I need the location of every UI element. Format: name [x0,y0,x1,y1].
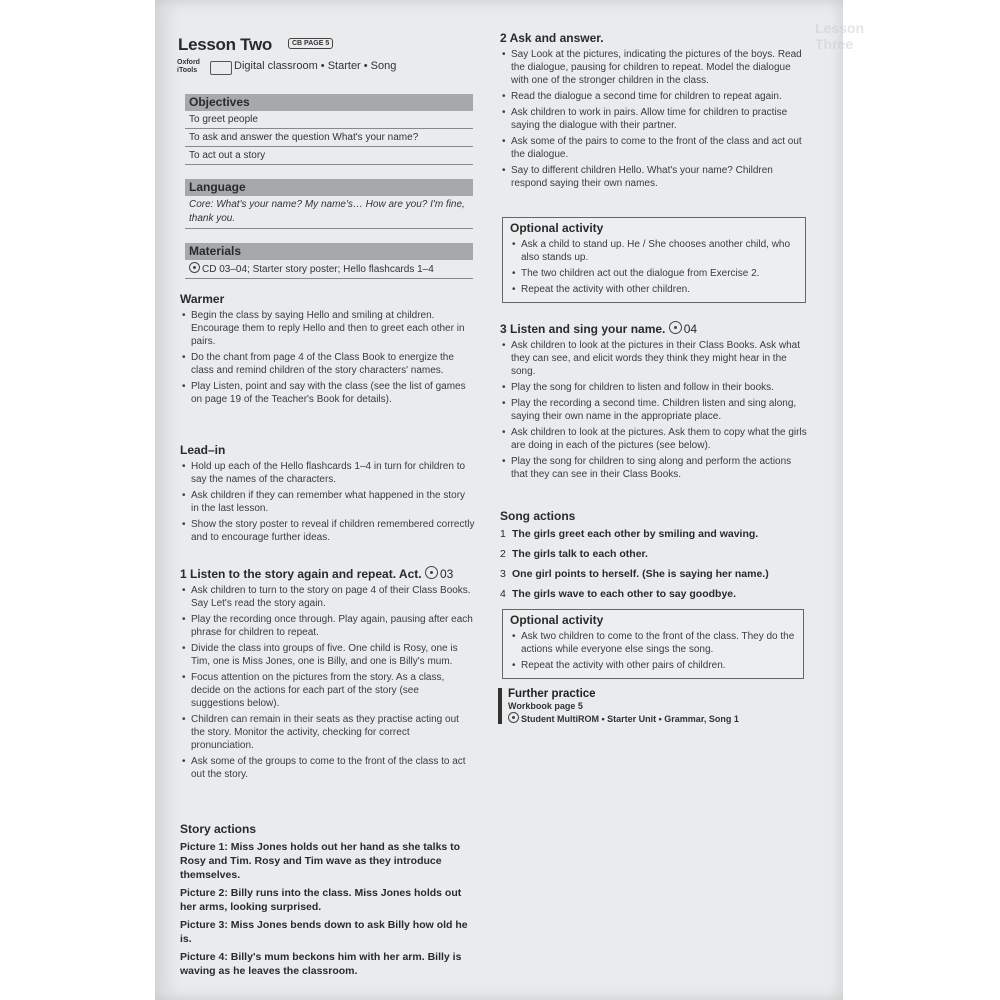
leadin-item: • Ask children if they can remember what happened in the story in the last lesson. [180,489,475,515]
leadin-item: • Show the story poster to reveal if children remembered correctly and to encourage further ideas. [180,518,475,544]
leadin-item: • Hold up each of the Hello flashcards 1–4 in turn for children to say the names of the characters. [180,460,475,486]
materials-box [185,243,473,279]
objectives-heading: Objectives [185,94,473,111]
bleed-through-text: Lesson Three [815,20,865,52]
book-page [155,0,865,1000]
cd-icon [669,321,682,334]
song-action-text: The girls wave to each other to say goodbye. [512,588,737,600]
warmer-item: • Begin the class by saying Hello and smiling at children. Encourage them to reply Hello and then to greet each other in pairs. [180,309,475,348]
exercise1-section [180,566,475,784]
language-box [185,179,473,229]
song-action-number: 1 [500,528,506,540]
cd-icon [189,262,200,273]
exercise2-item: • Ask children to work in pairs. Allow time for children to practise saying the dialogue with their partner. [500,106,810,132]
exercise3-item: • Play the song for children to sing along and perform the actions that they can see in their Class Books. [500,455,810,481]
materials-text-label: CD 03–04; Starter story poster; Hello flashcards 1–4 [202,264,434,275]
warmer-item: • Do the chant from page 4 of the Class Book to energize the class and remind children of the story characters' names. [180,351,475,377]
song-action-number: 2 [500,548,506,560]
song-action-item [500,567,810,581]
song-action-number: 3 [500,568,506,580]
objective-row: To ask and answer the question What's your name? [185,129,473,147]
itools-description: Digital classroom • Starter • Song [234,60,397,72]
further-practice-multirom-text: Student MultiROM • Starter Unit • Grammar, Song 1 [521,714,739,724]
exercise3-heading [500,321,810,336]
objectives-box [185,94,473,165]
warmer-item: • Play Listen, point and say with the class (see the list of games on page 19 of the Teacher's Book for details). [180,380,475,406]
exercise2-item: • Read the dialogue a second time for children to repeat again. [500,90,810,103]
further-practice-multirom [508,712,758,724]
cb-page-badge: CB PAGE 5 [288,38,333,49]
song-action-text: One girl points to herself. (She is saying her name.) [512,568,769,580]
exercise1-item: • Ask children to turn to the story on page 4 of their Class Books. Say Let's read the story again. [180,584,475,610]
exercise1-item: • Play the recording once through. Play again, pausing after each phrase for children to repeat. [180,613,475,639]
language-heading: Language [185,179,473,196]
exercise2-item: • Say Look at the pictures, indicating the pictures of the boys. Read the dialogue, pausing for children to repeat. Model the dialogue with one of the stronger children in the class. [500,48,810,87]
exercise2-section [500,31,810,193]
itools-line [177,59,437,77]
exercise1-heading [180,566,475,581]
story-picture-3: Picture 3: Miss Jones bends down to ask Billy how old he is. [180,919,468,945]
optional-activity-heading: Optional activity [510,613,604,627]
story-picture-1: Picture 1: Miss Jones holds out her hand as she talks to Rosy and Tim. Rosy and Tim wave as they introduce themselves. [180,841,461,881]
screen-icon [210,61,232,75]
itools-logo [177,59,200,75]
optional-activity-item: • The two children act out the dialogue from Exercise 2. [510,267,797,280]
optional-activity-box-1 [502,217,806,303]
song-action-text: The girls greet each other by smiling and waving. [512,528,759,540]
song-actions-section [500,509,810,607]
exercise1-item: • Children can remain in their seats as they practise acting out the story. Monitor the activity, checking for correct pronunciation. [180,713,475,752]
story-actions-section [180,822,480,978]
itools-logo-line1: Oxford [177,59,200,66]
exercise3-item: • Play the recording a second time. Children listen and sing along, saying their own name in the appropriate place. [500,397,810,423]
song-actions-heading: Song actions [500,509,576,523]
optional-activity-item: • Ask two children to come to the front of the class. They do the actions while everyone else sings the song. [510,630,795,656]
song-action-text: The girls talk to each other. [512,548,648,560]
exercise1-item: • Ask some of the groups to come to the front of the class to act out the story. [180,755,475,781]
exercise3-item: • Ask children to look at the pictures in their Class Books. Ask what they can see, and elicit words they think they might hear in the song. [500,339,810,378]
leadin-heading: Lead–in [180,443,226,457]
story-actions-heading: Story actions [180,822,257,836]
optional-activity-heading: Optional activity [510,221,604,235]
lesson-title: Lesson Two [178,35,272,54]
exercise3-item: • Play the song for children to listen and follow in their books. [500,381,810,394]
objective-row: To greet people [185,111,473,129]
song-action-item [500,587,810,601]
story-picture-2: Picture 2: Billy runs into the class. Miss Jones holds out her arms, looking surprised. [180,887,462,913]
story-picture-4: Picture 4: Billy's mum beckons him with her arm. Billy is waving as he leaves the classroom. [180,951,462,977]
song-action-number: 4 [500,588,506,600]
optional-activity-item: • Repeat the activity with other pairs of children. [510,659,795,672]
warmer-section [180,292,475,409]
further-practice-heading: Further practice [508,688,596,700]
exercise3-item: • Ask children to look at the pictures. Ask them to copy what the girls are doing in each of the pictures (see below). [500,426,810,452]
song-action-item [500,547,810,561]
song-action-item [500,527,810,541]
exercise1-title: 1 Listen to the story again and repeat. Act. [180,567,422,581]
exercise1-item: • Focus attention on the pictures from the story. As a class, decide on the actions for each part of the story (see suggestions below). [180,671,475,710]
exercise2-item: • Ask some of the pairs to come to the front of the class and act out the dialogue. [500,135,810,161]
exercise2-item: • Say to different children Hello. What's your name? Children respond saying their own names. [500,164,810,190]
exercise3-section [500,321,810,484]
materials-heading: Materials [185,243,473,260]
exercise3-track: 04 [683,322,698,336]
exercise2-heading: 2 Ask and answer. [500,31,604,45]
objective-row: To act out a story [185,147,473,165]
further-practice-workbook: Workbook page 5 [508,701,583,711]
materials-text [185,260,473,279]
itools-logo-line2: iTools [177,67,198,74]
leadin-section [180,443,475,547]
optional-activity-item: • Ask a child to stand up. He / She chooses another child, who also stands up. [510,238,797,264]
further-practice [498,688,758,724]
exercise1-track: 03 [439,567,454,581]
optional-activity-item: • Repeat the activity with other children. [510,283,797,296]
exercise1-item: • Divide the class into groups of five. One child is Rosy, one is Tim, one is Miss Jones, one is Billy, and one is Billy's mum. [180,642,475,668]
warmer-heading: Warmer [180,292,225,306]
cd-icon [425,566,438,579]
language-text: Core: What's your name? My name's… How are you? I'm fine, thank you. [185,196,473,229]
exercise3-title: 3 Listen and sing your name. [500,322,666,336]
cd-icon [508,712,519,723]
optional-activity-box-2 [502,609,804,679]
